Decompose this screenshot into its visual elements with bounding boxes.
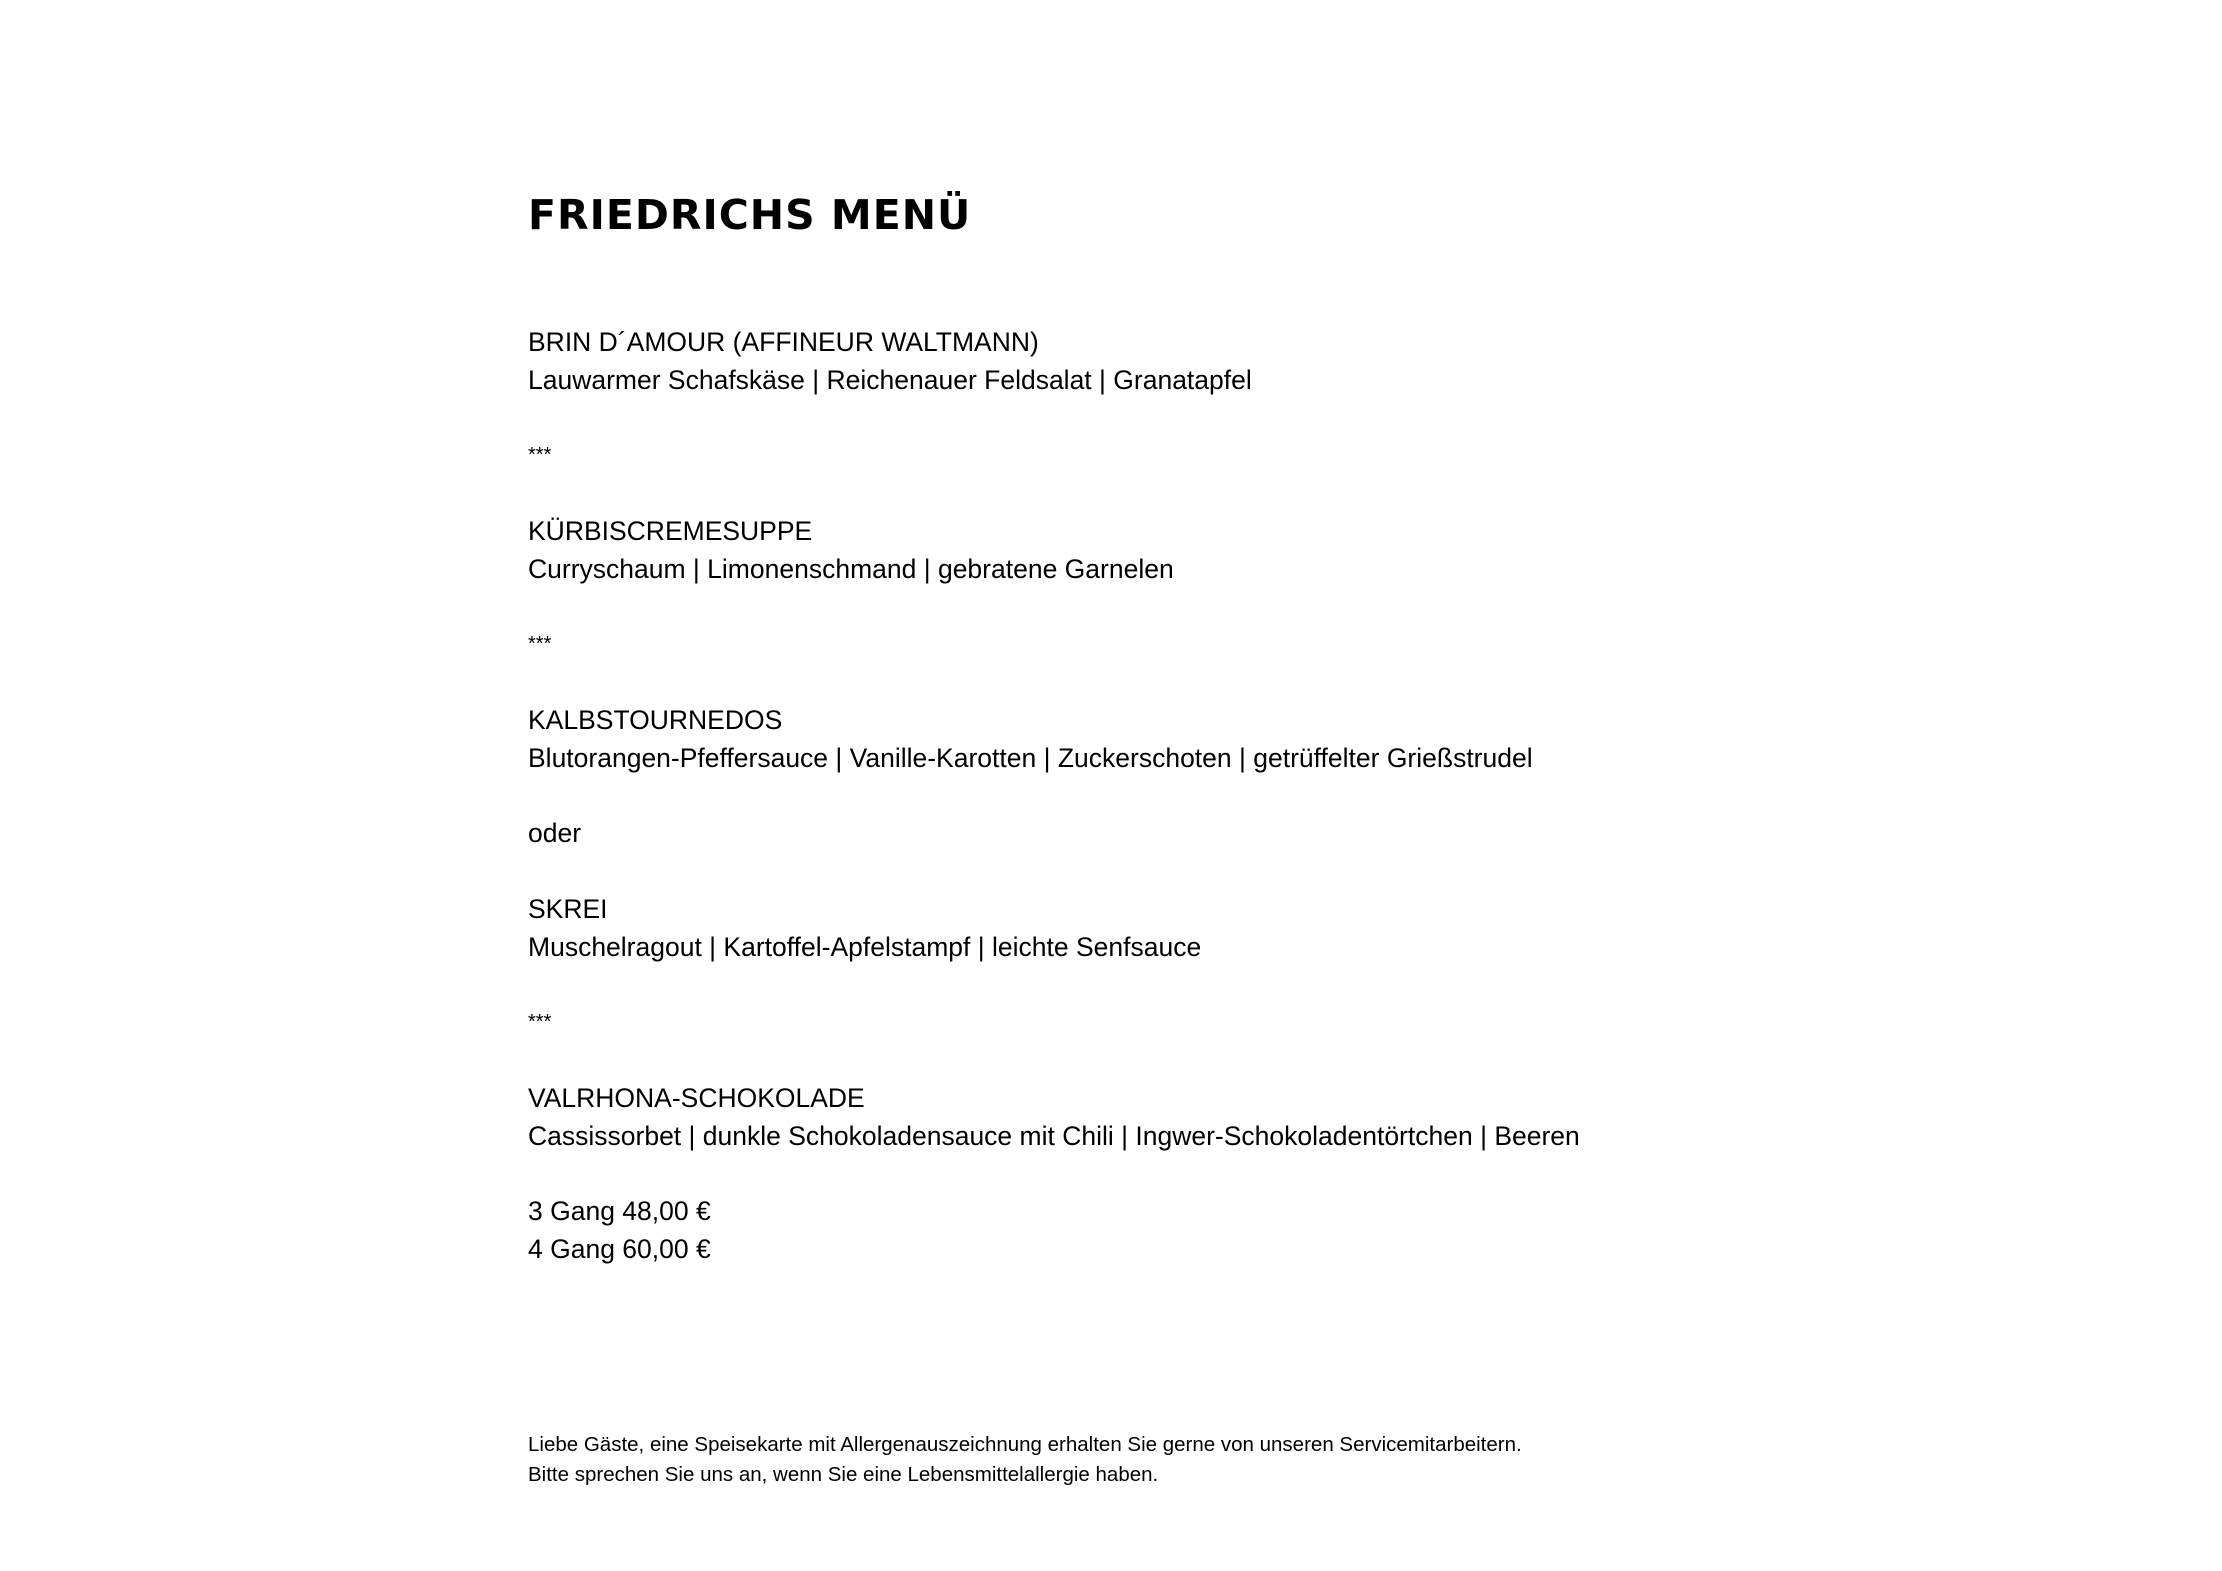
spacer <box>528 664 1580 702</box>
spacer <box>528 1156 1580 1194</box>
menu-page <box>528 0 1728 1571</box>
course-name: SKREI <box>528 893 608 924</box>
menu-courses <box>528 324 1580 1269</box>
spacer <box>528 475 1580 513</box>
spacer <box>528 1042 1580 1080</box>
spacer <box>528 967 1580 1005</box>
spacer <box>528 400 1580 438</box>
course-description: Blutorangen-Pfeffersauce | Vanille-Karotten | Zuckerschoten | getrüffelter Grießstrudel <box>528 742 1533 773</box>
spacer <box>528 853 1580 891</box>
alternative-label: oder <box>528 818 582 849</box>
spacer <box>528 589 1580 627</box>
course-description: Lauwarmer Schafskäse | Reichenauer Feldsalat | Granatapfel <box>528 364 1252 395</box>
spacer <box>528 778 1580 816</box>
course-name: KALBSTOURNEDOS <box>528 704 783 735</box>
course-separator: *** <box>528 1011 552 1034</box>
menu-title: FRIEDRICHS MENÜ <box>528 191 972 239</box>
course-name: VALRHONA-SCHOKOLADE <box>528 1082 865 1113</box>
price-4-courses: 4 Gang 60,00 € <box>528 1234 711 1265</box>
course-name: KÜRBISCREMESUPPE <box>528 515 813 546</box>
course-description: Cassissorbet | dunkle Schokoladensauce mit Chili | Ingwer-Schokoladentörtchen | Beeren <box>528 1120 1580 1151</box>
allergen-notice <box>528 1430 1522 1490</box>
course-name: BRIN D´AMOUR (AFFINEUR WALTMANN) <box>528 327 1039 357</box>
course-separator: *** <box>528 633 552 656</box>
course-description: Curryschaum | Limonenschmand | gebratene Garnelen <box>528 553 1174 584</box>
allergen-notice-line: Liebe Gäste, eine Speisekarte mit Allergenauszeichnung erhalten Sie gerne von unseren Servicemitarbeitern. <box>528 1433 1522 1456</box>
course-separator: *** <box>528 444 552 467</box>
price-3-courses: 3 Gang 48,00 € <box>528 1196 711 1227</box>
allergen-notice-line: Bitte sprechen Sie uns an, wenn Sie eine Lebensmittelallergie haben. <box>528 1463 1159 1486</box>
course-description: Muschelragout | Kartoffel-Apfelstampf | leichte Senfsauce <box>528 931 1202 962</box>
